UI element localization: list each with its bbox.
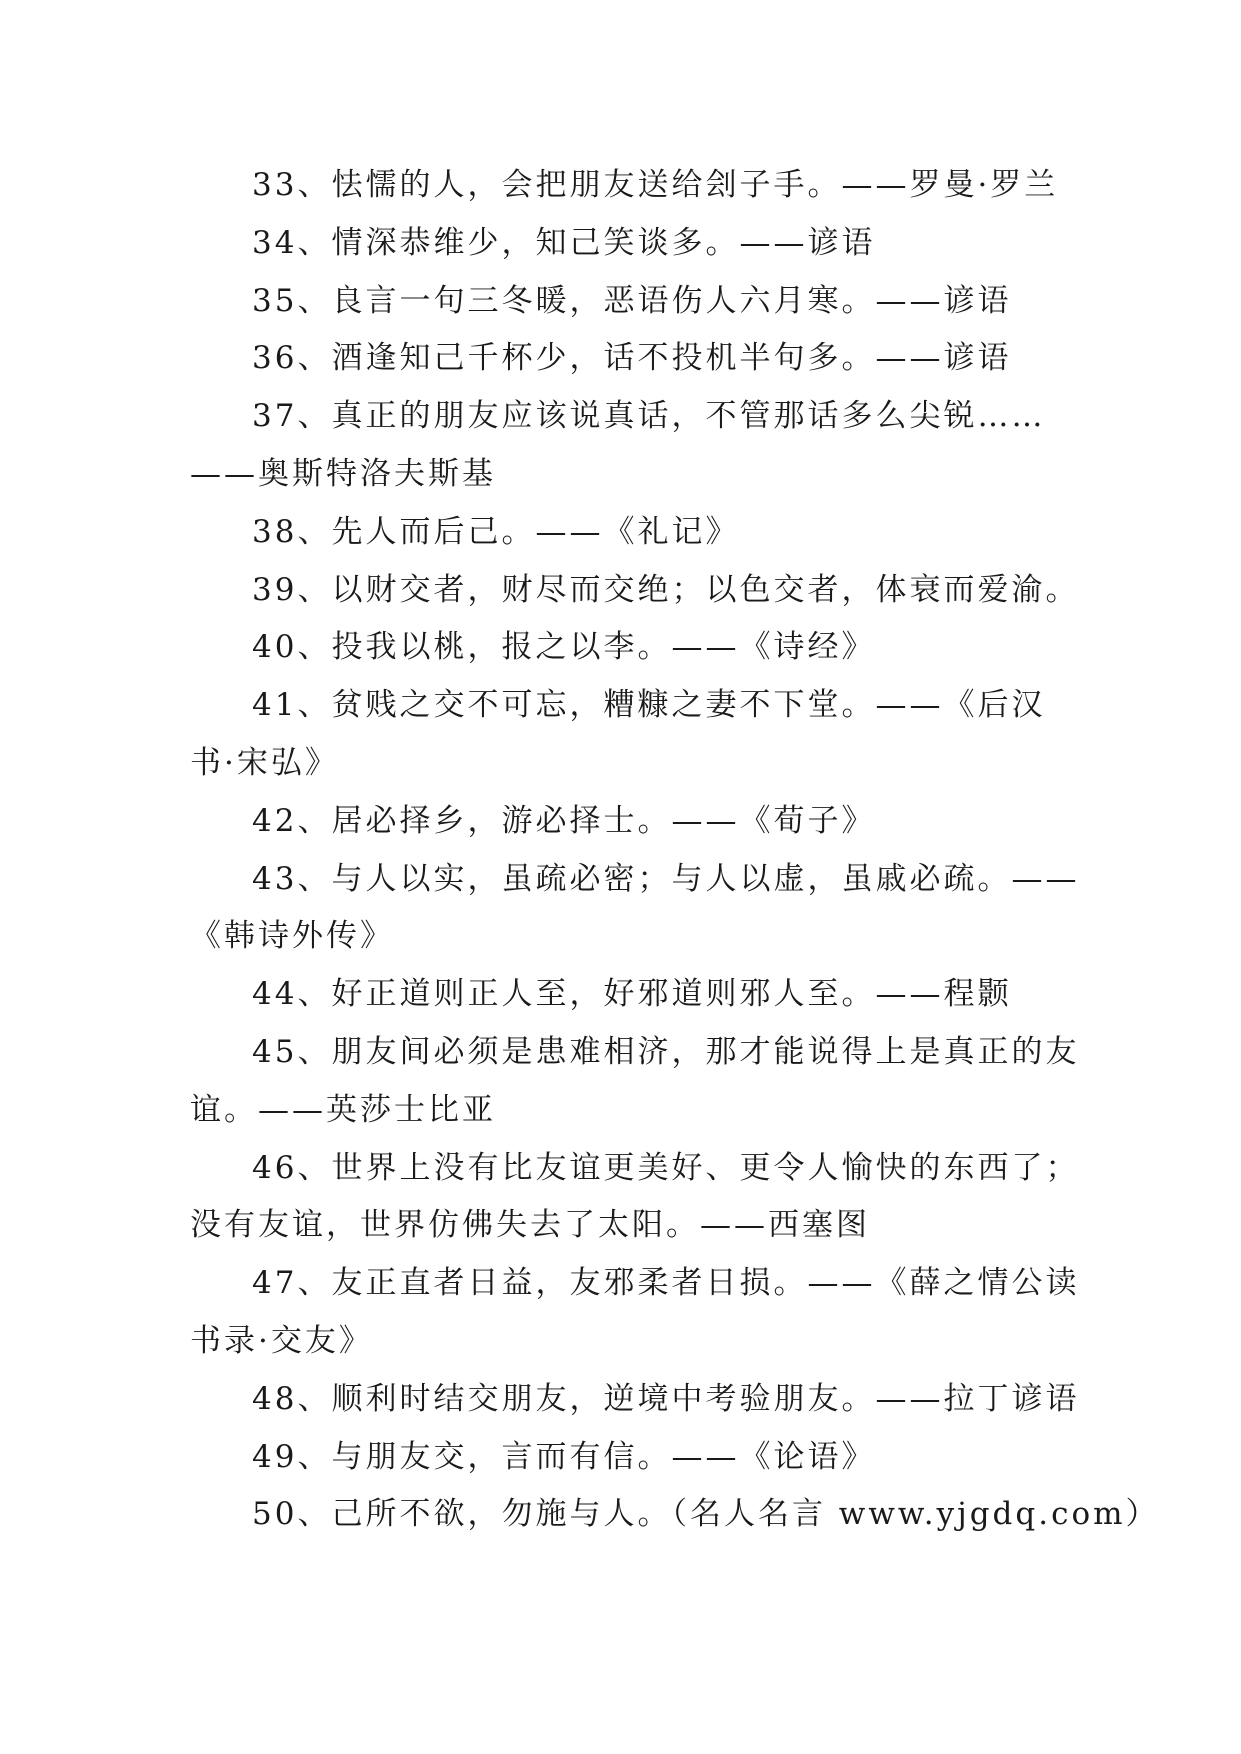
quote-line: 35、良言一句三冬暖，恶语伤人六月寒。——谚语 bbox=[252, 282, 1012, 319]
quote-line: 33、怯懦的人，会把朋友送给刽子手。——罗曼·罗兰 bbox=[252, 167, 1059, 203]
quote-line-continuation: 《韩诗外传》 bbox=[190, 918, 394, 955]
quote-list bbox=[190, 157, 1160, 1544]
quote-line: 41、贫贱之交不可忘，糟糠之妻不下堂。——《后汉 bbox=[252, 687, 1046, 724]
quote-line: 37、真正的朋友应该说真话，不管那话多么尖锐…… bbox=[252, 398, 1046, 435]
quote-line: 36、酒逢知己千杯少，话不投机半句多。——谚语 bbox=[252, 340, 1012, 377]
quote-line: 46、世界上没有比友谊更美好、更令人愉快的东西了； bbox=[252, 1149, 1080, 1186]
quote-line: 50、己所不欲，勿施与人。（名人名言 www.yjgdq.com） bbox=[252, 1496, 1160, 1533]
quote-line: 45、朋友间必须是患难相济，那才能说得上是真正的友 bbox=[252, 1033, 1080, 1070]
quote-line: 47、友正直者日益，友邪柔者日损。——《薛之情公读 bbox=[252, 1265, 1080, 1302]
quote-line: 49、与朋友交，言而有信。——《论语》 bbox=[252, 1438, 876, 1475]
quote-line-continuation: 书·宋弘》 bbox=[190, 744, 339, 781]
quote-line-continuation: 没有友谊，世界仿佛失去了太阳。——西塞图 bbox=[190, 1207, 870, 1244]
quote-line-continuation: 谊。——英莎士比亚 bbox=[190, 1091, 496, 1128]
quote-line-continuation: 书录·交友》 bbox=[190, 1322, 373, 1359]
quote-line: 43、与人以实，虽疏必密；与人以虚，虽戚必疏。—— bbox=[252, 860, 1080, 897]
quote-line: 48、顺利时结交朋友，逆境中考验朋友。——拉丁谚语 bbox=[252, 1380, 1080, 1417]
quote-line-continuation: ——奥斯特洛夫斯基 bbox=[190, 455, 496, 492]
quote-line: 38、先人而后己。——《礼记》 bbox=[252, 513, 740, 550]
quote-line: 40、投我以桃，报之以李。——《诗经》 bbox=[252, 629, 876, 666]
quote-line: 34、情深恭维少，知己笑谈多。——谚语 bbox=[252, 224, 876, 261]
quote-line: 44、好正道则正人至，好邪道则邪人至。——程颢 bbox=[252, 976, 1012, 1013]
quote-line: 39、以财交者，财尽而交绝；以色交者，体衰而爱渝。 bbox=[252, 571, 1080, 608]
quote-line: 42、居必择乡，游必择士。——《荀子》 bbox=[252, 802, 876, 839]
